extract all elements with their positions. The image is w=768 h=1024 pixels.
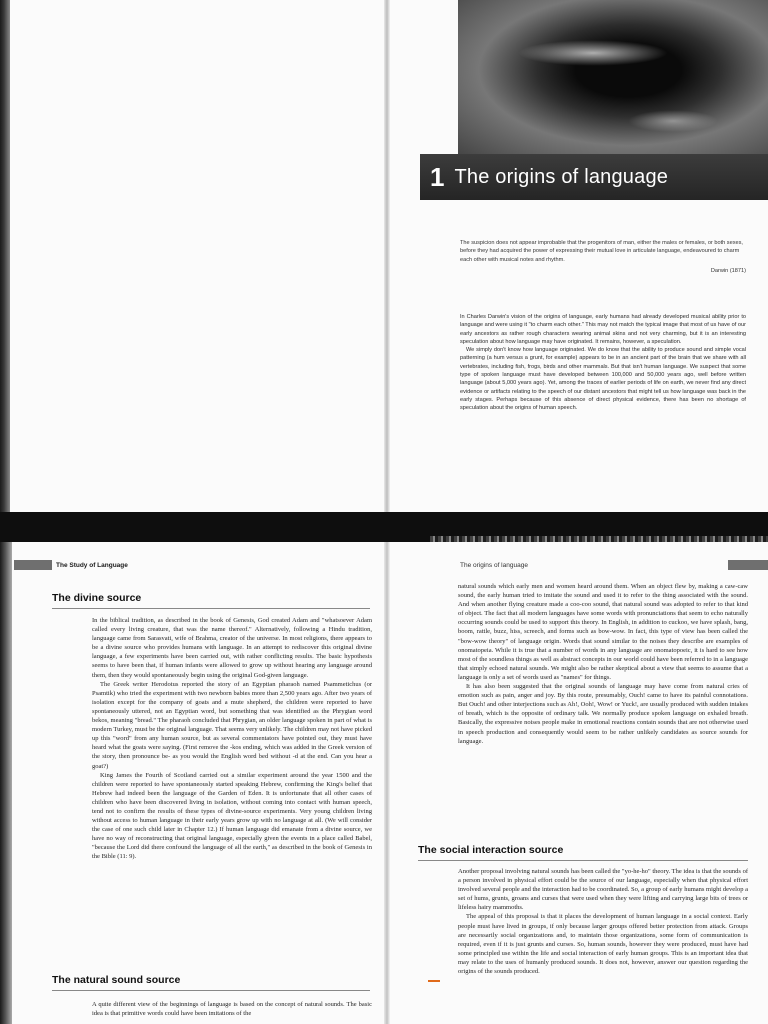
heading-rule bbox=[418, 860, 748, 861]
epigraph-source: Darwin (1871) bbox=[710, 268, 746, 274]
lip-highlight bbox=[518, 40, 668, 66]
running-head-left-text: The Study of Language bbox=[56, 561, 128, 569]
right-page-text bbox=[458, 582, 748, 746]
margin-highlight-mark bbox=[428, 980, 440, 982]
page-gutter bbox=[384, 542, 390, 1024]
heading-rule bbox=[52, 608, 370, 609]
natural-source-text bbox=[92, 1000, 372, 1018]
binding-shadow bbox=[0, 542, 12, 1024]
running-head-left bbox=[14, 560, 128, 570]
body-paragraph: King James the Fourth of Scotland carried out a similar experiment around the year 1500 and the children were reported to have spontaneously started speaking Hebrew, confirming the King's belief that Hebrew had indeed been the language of the Garden of Eden. It is unfortunate that all other cases of children who have been discovered living in isolation, without coming into contact with human speech, tend not to confirm the results of these types of divine-source experiments. Very young children living without access to human language in their early years grow up with no language at all. (We will consider the case of one such child later in Chapter 12.) If human language did emanate from a divine source, we have no way of reconstructing that original language, especially given the events in a place called Babel, "because the Lord did there confound the language of all the earth," as described in the book of Genesis in the Bible (11: 9). bbox=[92, 771, 372, 861]
body-paragraph: It has also been suggested that the original sounds of language may have come from natural cries of emotion such as pain, anger and joy. By this route, presumably, Ouch! came to have its painful connotations. But Ouch! and other interjections such as Ah!, Ooh!, Wow! or Yuck!, are usually produced with sudden intakes of breath, which is the opposite of ordinary talk. We normally produce spoken language on exhaled breath. Basically, the expressive noises people make in emotional reactions contain sounds that are not otherwise used in speech production and consequently would seem to be rather unlikely candidates as source sounds for language. bbox=[458, 683, 748, 745]
body-paragraph: A quite different view of the beginnings of language is based on the concept of natural sounds. The basic idea is that primitive words could have been imitations of the bbox=[92, 1001, 372, 1018]
chapter-intro bbox=[460, 313, 746, 413]
running-head-tab bbox=[728, 560, 768, 570]
intro-paragraph: In Charles Darwin's vision of the origins of language, early humans had already developed musical ability prior to language and were using it "to charm each other." This may not match the typical image that most of us have of our early ancestors as rather rough characters wearing animal skins and not very charming, but it is an interesting speculation about how language may have originated. It remains, however, a speculation. bbox=[460, 314, 746, 345]
heading-rule bbox=[52, 990, 370, 991]
divine-source-text bbox=[92, 616, 372, 862]
body-paragraph: natural sounds which early men and women heard around them. When an object flew by, making a caw-caw sound, the early human tried to imitate the sound and used it to refer to the thing associated with the sound. And when another flying creature made a coo-coo sound, that natural sound was adopted to refer to that kind of object. The fact that all modern languages have some words with pronunciations that seem to echo naturally occurring sounds could be used to support this theory. In English, in addition to cuckoo, we have splash, bang, boom, rattle, buzz, hiss, screech, and forms such as bow-wow. In fact, this type of view has been called the "bow-wow theory" of language origin. Words that sound similar to the noises they describe are examples of onomatopeia. While it is true that a number of words in any language are onomatopoeic, it is hard to see how most of the soundless things as well as abstract concepts in our world could have been referred to in a language that simply echoed natural sounds. We might also be rather skeptical about a view that seems to assume that a language is only a set of words used as "names" for things. bbox=[458, 583, 748, 681]
lip-highlight-lower bbox=[628, 110, 718, 132]
running-head-right: The origins of language bbox=[460, 562, 528, 569]
section-heading-natural: The natural sound source bbox=[52, 974, 181, 986]
body-paragraph: In the biblical tradition, as described in the book of Genesis, God created Adam and "whatsoever Adam called every living creature, that was the name thereof." Alternatively, following a Hindu tradition, language came from Sarasvati, wife of Brahma, creator of the universe. In most religions, there appears to be a divine source who provides humans with language. In an attempt to rediscover this original divine language, a few experiments have been carried out, with rather conflicting results. The basic hypothesis seems to have been that, if human infants were allowed to grow up without hearing any language around them, then they would spontaneously begin using the original God-given language. bbox=[92, 617, 372, 679]
bottom-spread bbox=[0, 542, 768, 1024]
intro-paragraph: We simply don't know how language originated. We do know that the ability to produce sound and simple vocal patterning (a hum versus a grunt, for example) appears to be in an ancient part of the brain that we share with all vertebrates, including fish, frogs, birds and other mammals. But that isn't human language. We suspect that some type of spoken language must have developed between 100,000 and 50,000 years ago, well before written language (about 5,000 years ago). Yet, among the traces of earlier periods of life on earth, we never find any direct evidence or artifacts relating to the speech of our distant ancestors that might tell us how language was back in the early stages. Perhaps because of this absence of direct physical evidence, there has been no shortage of speculation about the origins of human speech. bbox=[460, 347, 746, 412]
body-paragraph: The Greek writer Herodotus reported the story of an Egyptian pharaoh named Psammetichus (or Psamtik) who tried the experiment with two newborn babies more than 2,500 years ago. After two years of isolation except for the company of goats and a mute shepherd, the children were reported to have spontaneously uttered, not an Egyptian word, but something that was identified as the Phrygian word bekos, meaning "bread." The pharaoh concluded that Phrygian, an older language spoken in part of what is modern Turkey, must be the original language. That seems very unlikely. The children may not have picked up this "word" from any human source, but as several commentators have pointed out, they must have heard what the goats were saying. (First remove the -kos ending, which was added in the Greek version of the story, then pronounce be- as you would the English word bed without -d at the end. Can you hear a goat?) bbox=[92, 680, 372, 770]
epigraph-quote: The suspicion does not appear improbable that the progenitors of man, either the males or females, or both sexes, before they had acquired the power of expressing their mutual love in articulate language, endeavoured to charm each other with musical notes and rhythm. bbox=[460, 240, 743, 263]
chapter-title: The origins of language bbox=[454, 165, 669, 188]
page-gutter bbox=[384, 0, 390, 532]
chapter-number: 1 bbox=[430, 161, 445, 192]
chapter-title-bar bbox=[420, 154, 768, 200]
body-paragraph: Another proposal involving natural sounds has been called the "yo-he-ho" theory. The idea is that the sounds of a person involved in physical effort could be the source of our language, especially when that physical effort involved several people and the interaction had to be coordinated. So, a group of early humans might develop a set of hums, grunts, groans and curses that were used when they were lifting and carrying large bits of trees or lifeless hairy mammoths. bbox=[458, 868, 748, 912]
body-paragraph: The appeal of this proposal is that it places the development of human language in a social context. Early people must have lived in groups, if only because larger groups offered better protection from attack. Groups are necessarily social organizations and, to maintain those organizations, some form of communication is required, even if it is just grunts and curses. So, human sounds, however they were produced, must have had some principled use within the life and social interaction of early human groups. This is an important idea that may relate to the uses of humanly produced sounds. It does not, however, answer our question regarding the origins of the sounds produced. bbox=[458, 913, 748, 976]
section-heading-social: The social interaction source bbox=[418, 844, 564, 856]
binding-shadow bbox=[0, 0, 10, 532]
section-heading-divine: The divine source bbox=[52, 592, 142, 604]
running-head-tab bbox=[14, 560, 52, 570]
social-source-text bbox=[458, 867, 748, 976]
open-mouth-photo bbox=[458, 0, 768, 156]
